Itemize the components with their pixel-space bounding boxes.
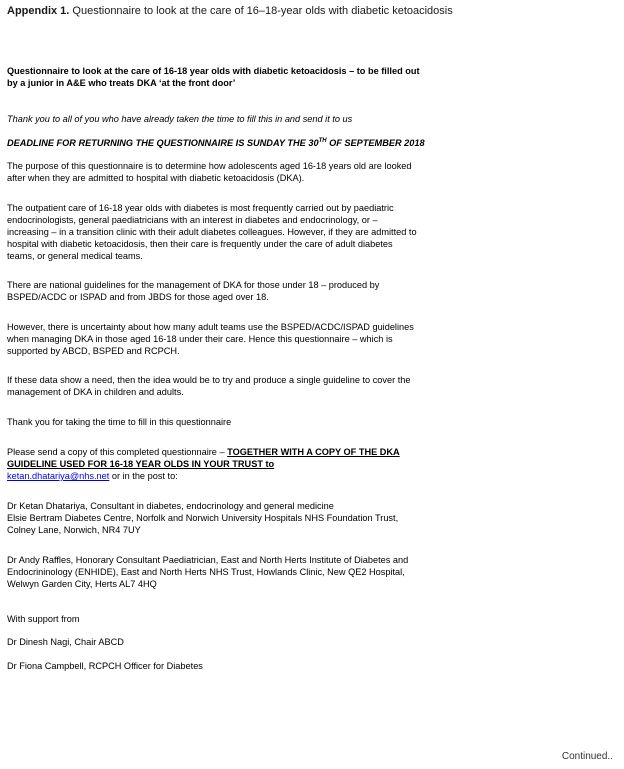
appendix-title: Questionnaire to look at the care of 16–18-year olds with diabetic ketoacidosis bbox=[72, 5, 453, 17]
p2-line: The outpatient care of 16-18 year olds with diabetes is most frequently carried out by paediatric bbox=[7, 203, 394, 213]
continued-label: Continued.. bbox=[561, 751, 613, 762]
address-line: Dr Andy Raffles, Honorary Consultant Paediatrician, East and North Herts Institute of Diabetes and bbox=[7, 555, 409, 565]
address-line: Colney Lane, Norwich, NR4 7UY bbox=[7, 525, 141, 535]
p5-line: If these data show a need, then the idea would be to try and produce a single guideline to cover the bbox=[7, 375, 411, 385]
send-bold-2: GUIDELINE USED FOR 16-18 YEAR OLDS IN YOUR TRUST to bbox=[7, 459, 275, 469]
address-line: Endocrininology (ENHIDE), East and North Herts NHS Trust, Howlands Clinic, New QE2 Hospital, bbox=[7, 567, 405, 577]
address-dhatariya bbox=[7, 500, 487, 536]
p1-line: The purpose of this questionnaire is to determine how adolescents aged 16-18 years old are looked bbox=[7, 161, 412, 171]
support-label: With support from bbox=[7, 614, 80, 624]
p1-line: after when they are admitted to hospital with diabetic ketoacidosis (DKA). bbox=[7, 173, 305, 183]
paragraph-outpatient bbox=[7, 202, 487, 262]
thanks-line: Thank you to all of you who have already taken the time to fill this in and send it to us bbox=[7, 114, 353, 124]
send-pre: Please send a copy of this completed questionnaire – bbox=[7, 447, 228, 457]
address-raffles bbox=[7, 554, 487, 590]
send-line-1 bbox=[7, 446, 487, 458]
signatory-campbell: Dr Fiona Campbell, RCPCH Officer for Diabetes bbox=[7, 661, 203, 671]
signatory-nagi: Dr Dinesh Nagi, Chair ABCD bbox=[7, 637, 124, 647]
p3-line: There are national guidelines for the management of DKA for those under 18 – produced by bbox=[7, 280, 380, 290]
p4-line: when managing DKA in those aged 16-18 under their care. Hence this questionnaire – which is bbox=[7, 334, 393, 344]
appendix-label: Appendix 1. bbox=[7, 5, 70, 17]
p2-line: hospital with diabetic ketoacidosis, then their care is frequently under the care of adult diabetes bbox=[7, 239, 393, 249]
paragraph-need bbox=[7, 374, 487, 398]
address-line: Dr Ketan Dhatariya, Consultant in diabetes, endocrinology and general medicine bbox=[7, 501, 334, 511]
send-post: or in the post to: bbox=[109, 471, 178, 481]
paragraph-thanks: Thank you for taking the time to fill in this questionnaire bbox=[7, 417, 232, 427]
appendix-header bbox=[7, 5, 453, 17]
paragraph-uncertainty bbox=[7, 321, 487, 357]
address-line: Welwyn Garden City, Herts AL7 4HQ bbox=[7, 579, 157, 589]
title-line-1: Questionnaire to look at the care of 16-18 year olds with diabetic ketoacidosis – to be filled out bbox=[7, 66, 420, 76]
paragraph-purpose bbox=[7, 160, 487, 184]
p2-line: teams, or general medical teams. bbox=[7, 251, 143, 261]
paragraph-guidelines bbox=[7, 279, 487, 303]
p4-line: supported by ABCD, BSPED and RCPCH. bbox=[7, 346, 180, 356]
address-line: Elsie Bertram Diabetes Centre, Norfolk and Norwich University Hospitals NHS Foundation Trust, bbox=[7, 513, 399, 523]
title-line-2: by a junior in A&E who treats DKA ‘at the front door’ bbox=[7, 78, 236, 88]
p2-line: endocrinologists, general paediatricians with an interest in diabetes and endocrinology, or – bbox=[7, 215, 378, 225]
p5-line: management of DKA in children and adults. bbox=[7, 387, 184, 397]
p2-line: increasing – in a transition clinic with their adult diabetes colleagues. However, if they are admitted to bbox=[7, 227, 417, 237]
deadline-post: OF SEPTEMBER 2018 bbox=[326, 138, 425, 148]
send-bold-1: TOGETHER WITH A COPY OF THE DKA bbox=[227, 447, 400, 457]
deadline-sup: TH bbox=[318, 137, 327, 144]
p3-line: BSPED/ACDC or ISPAD and from JBDS for those aged over 18. bbox=[7, 292, 269, 302]
deadline-pre: DEADLINE FOR RETURNING THE QUESTIONNAIRE IS SUNDAY THE 30 bbox=[7, 138, 319, 148]
paragraph-send bbox=[7, 446, 487, 482]
send-line-3 bbox=[7, 470, 487, 482]
questionnaire-title bbox=[7, 65, 487, 89]
email-link[interactable]: ketan.dhatariya@nhs.net bbox=[7, 471, 110, 481]
deadline-line bbox=[7, 137, 487, 149]
p4-line: However, there is uncertainty about how many adult teams use the BSPED/ACDC/ISPAD guidelines bbox=[7, 322, 414, 332]
